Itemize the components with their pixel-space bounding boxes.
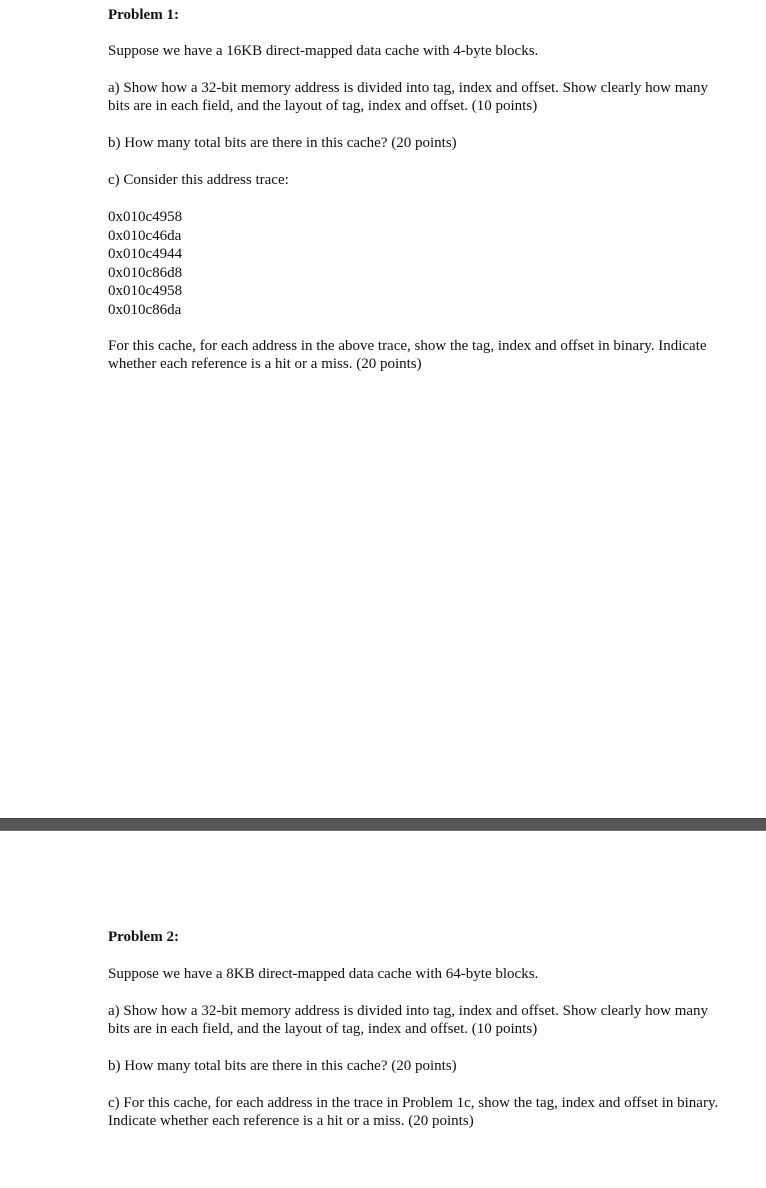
trace-address: 0x010c86d8 [108,264,183,281]
problem-1-intro-block [108,42,723,60]
problem-2-intro-block [108,965,723,983]
problem-1-task-block [108,337,723,373]
problem-1-part-c-block [108,171,723,189]
problem-2-intro: Suppose we have a 8KB direct-mapped data cache with 64-byte blocks. [108,966,539,982]
problem-2-part-c-block [108,1094,723,1130]
problem-1-part-a-block [108,79,723,115]
address-trace [108,208,723,319]
problem-1-part-b: b) How many total bits are there in this cache? (20 points) [108,135,457,151]
trace-address: 0x010c4958 [108,283,183,299]
problem-2-title: Problem 2: [108,929,179,945]
problem-2-part-a-block [108,1002,723,1038]
trace-address: 0x010c46da [108,227,182,244]
trace-address: 0x010c4958 [108,209,183,225]
problem-1-part-a: a) Show how a 32-bit memory address is divided into tag, index and offset. Show clearly how many bits are in each field, and the layout of tag, index and offset. (10 points) [108,80,709,114]
trace-address: 0x010c4944 [108,246,183,262]
problem-2-part-a: a) Show how a 32-bit memory address is divided into tag, index and offset. Show clearly how many bits are in each field, and the layout of tag, index and offset. (10 points) [108,1003,709,1037]
problem-1-section [108,6,723,24]
problem-1-part-c: c) Consider this address trace: [108,172,289,188]
problem-2-part-b-block [108,1057,723,1075]
problem-1-intro: Suppose we have a 16KB direct-mapped data cache with 4-byte blocks. [108,43,539,59]
trace-address: 0x010c86da [108,301,182,318]
problem-1-part-b-block [108,134,723,152]
problem-2-part-c: c) For this cache, for each address in the trace in Problem 1c, show the tag, index and offset in binary. Indicate whether each reference is a hit or a miss. (20 points) [108,1095,719,1129]
problem-1-title: Problem 1: [108,7,179,23]
page-2 [0,831,766,1188]
problem-2-section [108,928,723,946]
problem-2-part-b: b) How many total bits are there in this cache? (20 points) [108,1058,457,1074]
problem-1-part-c-task: For this cache, for each address in the above trace, show the tag, index and offset in binary. Indicate whether each reference is a hit or a miss. (20 points) [108,338,707,372]
page-divider [0,818,766,831]
